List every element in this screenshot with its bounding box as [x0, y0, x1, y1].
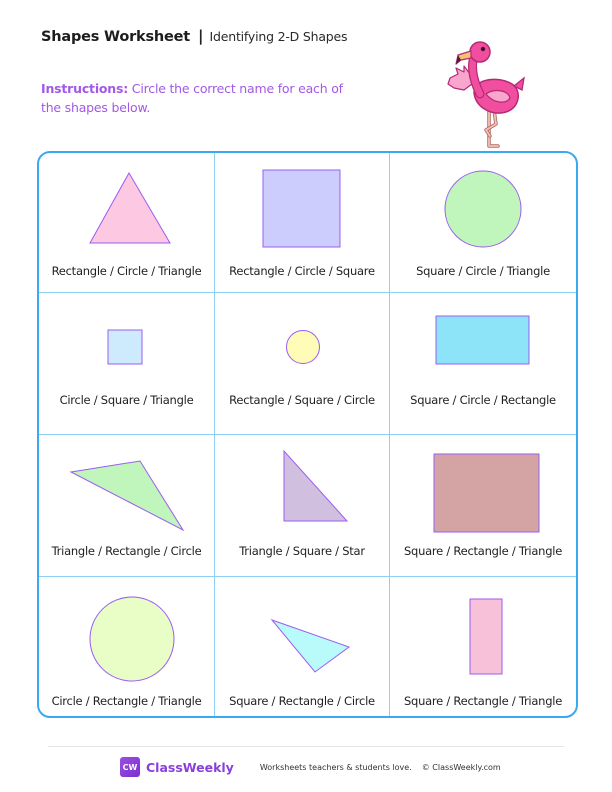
shape-label-5[interactable]: Rectangle / Square / Circle	[229, 393, 375, 407]
shape-cell-8	[215, 435, 390, 577]
shape-label-2[interactable]: Rectangle / Circle / Square	[229, 264, 375, 278]
instructions-text: Circle the correct name for each of the shapes below.	[41, 81, 343, 115]
shape-label-7[interactable]: Triangle / Rectangle / Circle	[51, 544, 202, 558]
shape-label-1[interactable]: Rectangle / Circle / Triangle	[51, 264, 202, 278]
flamingo-icon	[444, 38, 530, 154]
worksheet-title: Shapes Worksheet	[41, 29, 191, 45]
title-separator: |	[198, 27, 204, 45]
shape-label-10[interactable]: Circle / Rectangle / Triangle	[51, 694, 202, 708]
shape-cell-5	[215, 293, 390, 435]
shape-cell-3	[390, 153, 576, 293]
footer-copyright: © ClassWeekly.com	[421, 762, 501, 772]
instructions	[41, 79, 361, 117]
shape-cell-2	[215, 153, 390, 293]
worksheet-header	[41, 27, 347, 45]
shape-cell-6	[390, 293, 576, 435]
shape-label-9[interactable]: Square / Rectangle / Triangle	[403, 544, 563, 558]
brand-name: ClassWeekly	[146, 759, 234, 775]
classweekly-logo-icon: CW	[120, 757, 140, 777]
shape-label-4[interactable]: Circle / Square / Triangle	[59, 393, 194, 407]
shape-label-8[interactable]: Triangle / Square / Star	[239, 544, 365, 558]
instructions-label: Instructions:	[41, 81, 129, 96]
footer	[120, 757, 501, 777]
footer-divider	[48, 746, 564, 747]
footer-tagline: Worksheets teachers & students love.	[259, 762, 412, 772]
circle-shape	[215, 293, 390, 435]
shape-cell-11	[215, 577, 390, 716]
shape-label-12[interactable]: Square / Rectangle / Triangle	[403, 694, 563, 708]
shape-cell-7	[39, 435, 215, 577]
square-shape	[39, 293, 215, 435]
shape-cell-4	[39, 293, 215, 435]
rectangle-shape	[390, 293, 576, 435]
shape-label-11[interactable]: Square / Rectangle / Circle	[229, 694, 375, 708]
worksheet-subtitle: Identifying 2-D Shapes	[209, 29, 348, 44]
shape-label-6[interactable]: Square / Circle / Rectangle	[410, 393, 556, 407]
shapes-grid	[37, 151, 578, 718]
shape-cell-1	[39, 153, 215, 293]
shape-cell-9	[390, 435, 576, 577]
shape-cell-10	[39, 577, 215, 716]
shape-cell-12	[390, 577, 576, 716]
shape-label-3[interactable]: Square / Circle / Triangle	[416, 264, 550, 278]
